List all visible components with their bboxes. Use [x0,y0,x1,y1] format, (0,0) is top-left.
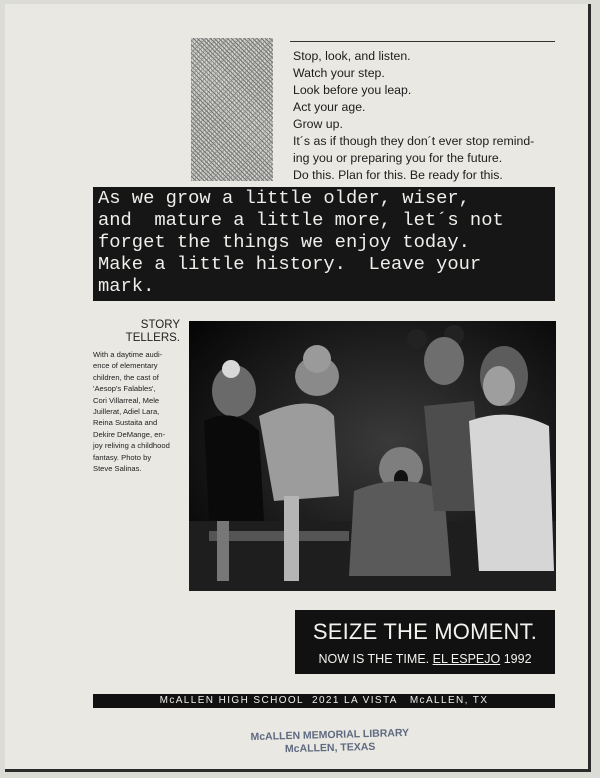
caption-line: With a daytime audi- [93,350,163,359]
library-stamp [205,726,456,759]
reminder-line: Grow up. [293,117,343,131]
caption-title: STORY TELLERS. [125,319,180,344]
reminders-text [293,48,561,184]
caption-line: Juillerat, Adiel Lara, [93,407,160,417]
caption-body [93,349,180,474]
caption-line: Cori Villarreal, Mele [93,395,160,405]
caption-line: children, the cast of [93,372,159,382]
stamp-line: McALLEN, TEXAS [284,740,376,756]
yearbook-year: 1992 [500,652,532,666]
reminder-line: Look before you leap. [293,83,412,97]
caption-line: ence of elementary [93,361,158,371]
caption-line: Dekire DeMange, en- [93,429,166,439]
cast-photo-illustration [189,321,556,591]
cast-photo [189,321,556,591]
reminder-line: Stop, look, and listen. [293,49,411,63]
quote-line: Make a little history. Leave your [98,253,482,275]
reminder-line: Act your age. [293,100,366,114]
caption-line: 'Aesop's Falables', [93,384,156,394]
reminder-line: Do this. Plan for this. Be ready for this. [293,168,503,182]
stamp-line: McALLEN MEMORIAL LIBRARY [250,726,410,744]
decorative-texture-block [191,38,273,181]
closing-banner [295,610,555,674]
closing-headline: SEIZE THE MOMENT. [312,619,538,644]
yearbook-title: EL ESPEJO [432,652,501,666]
quote-line: forget the things we enjoy today. [98,231,470,253]
photo-caption [93,319,180,474]
quote-box [93,187,555,301]
caption-line: Steve Salinas. [93,464,142,474]
reminder-line: Watch your step. [293,66,385,80]
yearbook-page [5,4,591,772]
quote-line: and mature a little more, let´s not [98,209,504,231]
closing-sub-prefix: NOW IS THE TIME. [318,652,433,666]
closing-subline [295,652,555,666]
reminder-line: It´s as if though they don´t ever stop remind- [293,134,535,148]
caption-line: joy reliving a childhood [93,441,170,451]
reminder-line: ing you or preparing you for the future. [293,151,503,165]
quote-line: As we grow a little older, wiser, [98,187,470,209]
caption-line: fantasy. Photo by [93,452,152,462]
top-rule [290,41,555,42]
quote-line: mark. [98,275,155,297]
caption-line: Reina Sustaita and [93,418,158,428]
school-address-bar: McALLEN HIGH SCHOOL 2021 LA VISTA McALLEN, TX [93,694,555,708]
